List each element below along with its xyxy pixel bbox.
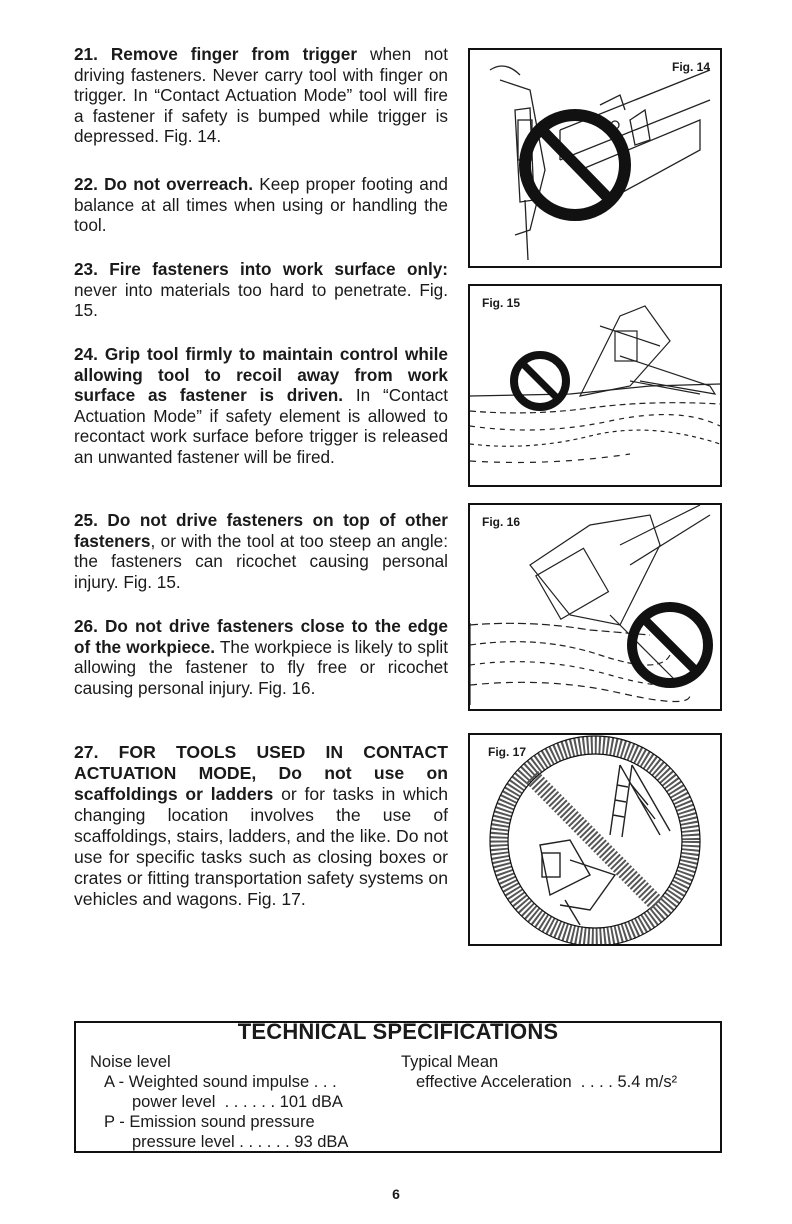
item-22 <box>74 174 448 236</box>
item-body: when not driving fasteners. Never carry tool with finger on trigger. In “Contact Actuation Mode” tool will fire a fastener if safety is bumped while trigger is depressed. Fig. 14. <box>74 44 448 147</box>
item-number: 25. <box>74 510 98 530</box>
figure-17 <box>468 733 722 946</box>
fastener-ricochet-illustration <box>470 286 720 485</box>
item-number: 23. <box>74 259 98 279</box>
nailer-trigger-illustration <box>470 50 720 266</box>
item-21 <box>74 44 448 147</box>
spec-line: pressure level . . . . . . 93 dBA <box>132 1133 349 1151</box>
item-body: or for tasks in which changing location involves the use of scaffoldings, stairs, ladders, and the like. Do not use for specific tasks such as closing boxes or crates or fitting transportation safety systems on vehicles and wagons. Fig. 17. <box>74 784 448 909</box>
technical-specifications-box <box>74 1021 722 1153</box>
item-number: 24. <box>74 344 98 364</box>
spec-line: effective Acceleration . . . . 5.4 m/s² <box>416 1073 678 1091</box>
figure-label: Fig. 14 <box>671 60 710 74</box>
item-number: 21. <box>74 44 98 64</box>
item-27 <box>74 742 448 910</box>
item-24 <box>74 344 448 468</box>
item-25 <box>74 510 448 592</box>
item-number: 26. <box>74 616 98 636</box>
item-title: Do not overreach. <box>104 174 254 194</box>
item-number: 27. <box>74 742 99 762</box>
spec-line: power level . . . . . . 101 dBA <box>132 1093 343 1111</box>
item-number: 22. <box>74 174 98 194</box>
item-title: Do not drive fasteners on top of other fasteners <box>74 510 448 551</box>
figure-label: Fig. 15 <box>482 296 521 310</box>
spec-line: A - Weighted sound impulse . . . <box>104 1073 337 1091</box>
item-body: , or with the tool at too steep an angle: the fasteners can ricochet causing personal injury. Fig. 15. <box>74 530 448 592</box>
item-title: Remove finger from trigger <box>110 44 358 64</box>
item-body: Keep proper footing and balance at all times when using or handling the tool. <box>74 174 448 236</box>
figure-15 <box>468 284 722 487</box>
vibration-label: Typical Mean <box>401 1053 499 1071</box>
figure-16 <box>468 503 722 711</box>
noise-label: Noise level <box>90 1053 171 1071</box>
item-26 <box>74 616 448 698</box>
figure-label: Fig. 16 <box>482 515 521 529</box>
item-title: Grip tool firmly to maintain control while allowing tool to recoil away from work surface as fastener is driven. <box>74 344 448 406</box>
page-number: 6 <box>392 1186 400 1202</box>
item-body: The workpiece is likely to split allowing the fastener to fly free or ricochet causing personal injury. Fig. 16. <box>74 636 448 698</box>
item-title: FOR TOOLS USED IN CONTACT ACTUATION MODE, Do not use on scaffoldings or ladders <box>74 742 448 804</box>
item-body: In “Contact Actuation Mode” if safety element is allowed to recontact work surface before trigger is released an unwanted fastener will be fired. <box>74 385 448 467</box>
item-23 <box>74 259 448 321</box>
specs-title: TECHNICAL SPECIFICATIONS <box>237 1019 559 1044</box>
item-body: never into materials too hard to penetrate. Fig. 15. <box>74 279 448 321</box>
workpiece-edge-illustration <box>470 505 720 709</box>
figure-label: Fig. 17 <box>488 745 527 759</box>
spec-line: P - Emission sound pressure <box>104 1113 315 1131</box>
ladder-prohibition-illustration <box>470 735 720 944</box>
item-title: Fire fasteners into work surface only: <box>109 259 448 279</box>
item-title: Do not drive fasteners close to the edge of the workpiece. <box>74 616 448 657</box>
figure-14 <box>468 48 722 268</box>
